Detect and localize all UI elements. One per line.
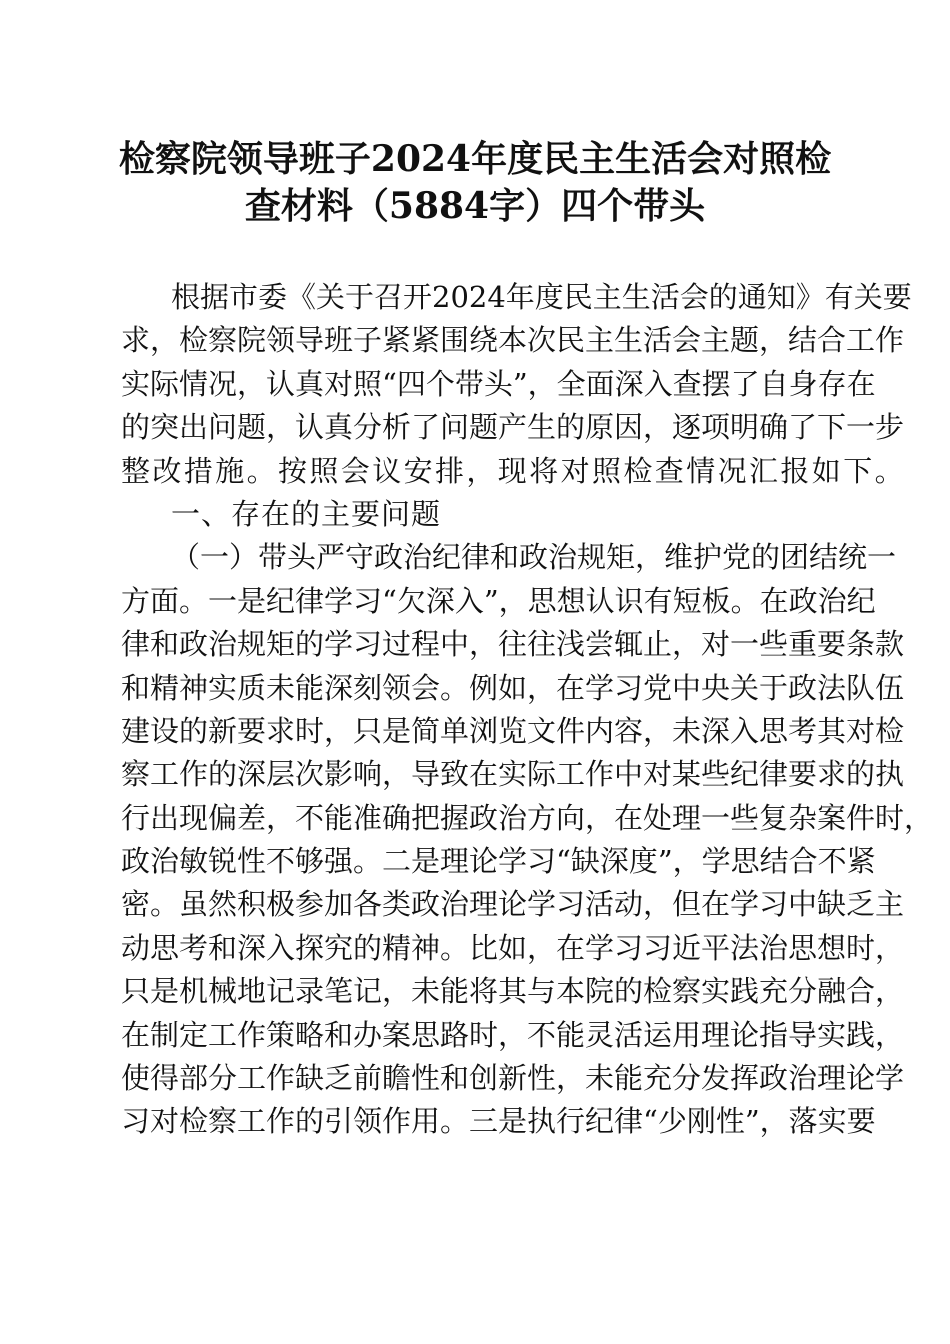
section-line: 密。虽然积极参加各类政治理论学习活动，但在学习中缺乏主 bbox=[121, 887, 905, 922]
intro-line: 的突出问题，认真分析了问题产生的原因，逐项明确了下一步 bbox=[121, 410, 905, 445]
title-line-1: 检察院领导班子2024年度民主生活会对照检 bbox=[118, 138, 832, 180]
document-title bbox=[0, 136, 950, 230]
section-line: 建设的新要求时，只是简单浏览文件内容，未深入思考其对检 bbox=[121, 713, 905, 748]
intro-line: 根据市委《关于召开2024年度民主生活会的通知》有关要 bbox=[171, 280, 912, 314]
section-line: （一）带头严守政治纪律和政治规矩，维护党的团结统一 bbox=[171, 540, 897, 575]
section-line: 行出现偏差，不能准确把握政治方向，在处理一些复杂案件时， bbox=[121, 800, 934, 835]
section-line: 只是机械地记录笔记，未能将其与本院的检察实践充分融合， bbox=[121, 974, 905, 1009]
document-body bbox=[121, 276, 934, 1144]
section-line: 律和政治规矩的学习过程中，往往浅尝辄止，对一些重要条款 bbox=[121, 627, 905, 662]
intro-line: 实际情况，认真对照“四个带头”，全面深入查摆了自身存在 bbox=[121, 366, 876, 401]
section-line: 政治敏锐性不够强。二是理论学习“缺深度”，学思结合不紧 bbox=[121, 844, 876, 879]
section-line: 使得部分工作缺乏前瞻性和创新性，未能充分发挥政治理论学 bbox=[121, 1061, 905, 1096]
intro-line: 求，检察院领导班子紧紧围绕本次民主生活会主题，结合工作 bbox=[121, 323, 905, 358]
section-line: 动思考和深入探究的精神。比如，在学习习近平法治思想时， bbox=[121, 930, 905, 965]
title-line-2: 查材料（5884字）四个带头 bbox=[244, 185, 706, 227]
section-line: 察工作的深层次影响，导致在实际工作中对某些纪律要求的执 bbox=[121, 757, 905, 792]
section-heading: 一、存在的主要问题 bbox=[171, 496, 442, 531]
intro-line: 整改措施。按照会议安排，现将对照检查情况汇报如下。 bbox=[121, 453, 907, 488]
section-line: 方面。一是纪律学习“欠深入”，思想认识有短板。在政治纪 bbox=[121, 583, 876, 618]
section-line: 在制定工作策略和办案思路时，不能灵活运用理论指导实践， bbox=[121, 1017, 905, 1052]
section-line: 习对检察工作的引领作用。三是执行纪律“少刚性”，落实要 bbox=[121, 1104, 876, 1139]
section-line: 和精神实质未能深刻领会。例如，在学习党中央关于政法队伍 bbox=[121, 670, 905, 705]
